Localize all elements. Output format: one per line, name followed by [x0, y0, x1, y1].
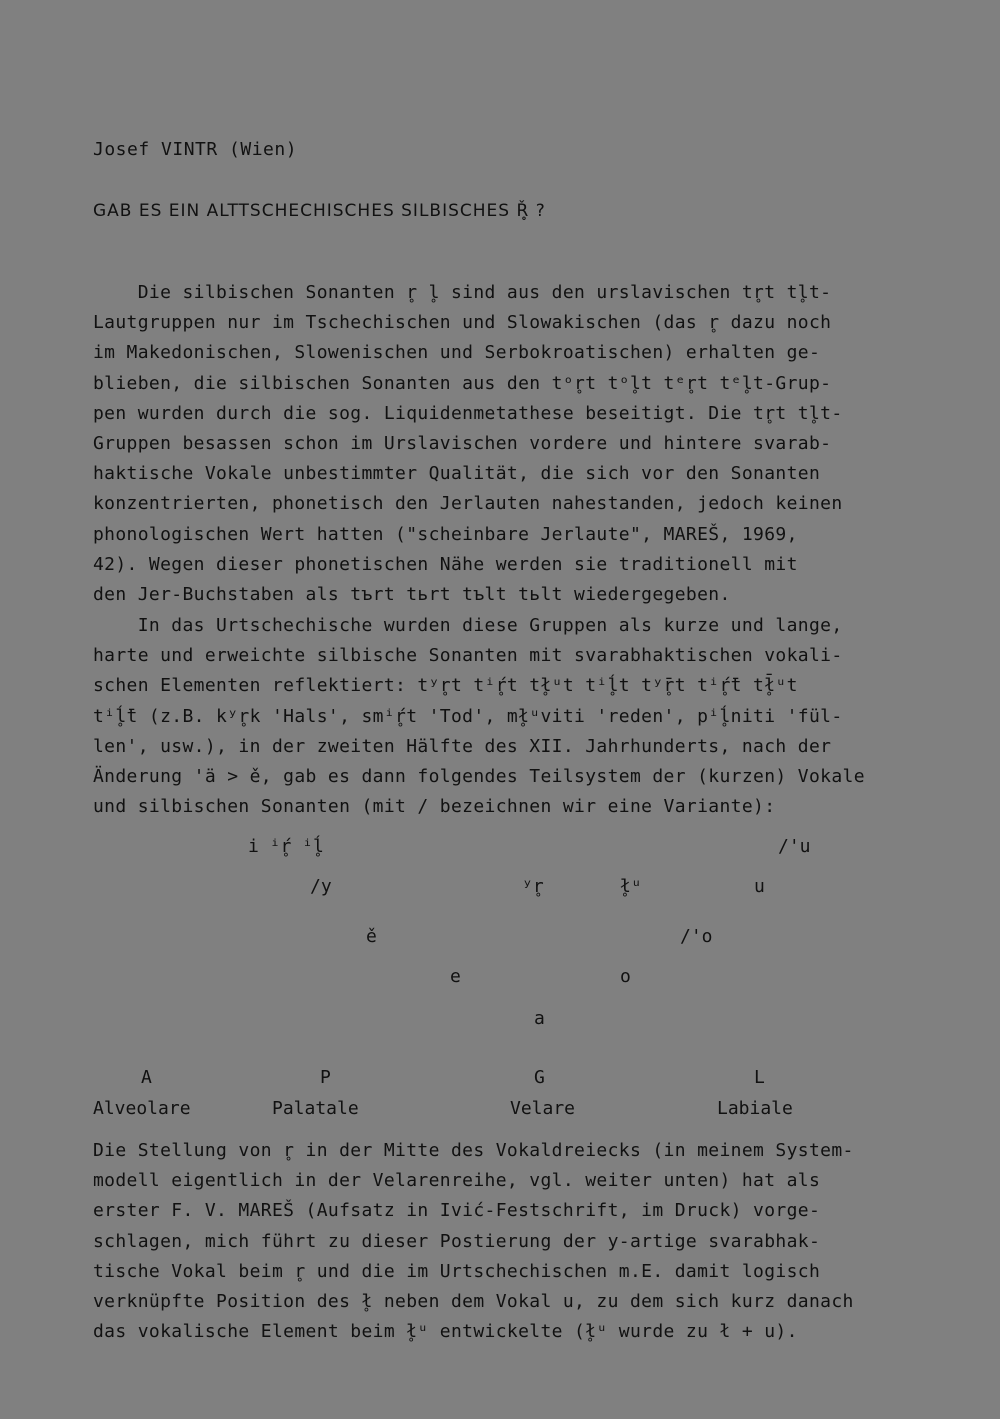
series-letter-a: A: [141, 1067, 152, 1088]
text-line: den Jer-Buchstaben als tъrt tьrt tъlt tьlt wiedergegeben.: [93, 584, 731, 606]
vowel-u-variant: /'u: [778, 836, 811, 857]
text-line: Gruppen besassen schon im Urslavischen vordere und hintere svarab-: [93, 433, 832, 455]
series-name-labiale: Labiale: [717, 1098, 793, 1119]
text-line: verknüpfte Position des ł̥ neben dem Vokal u, zu dem sich kurz danach: [93, 1291, 854, 1313]
vowel-i-group: i ⁱŕ̥ ⁱĺ̥: [248, 836, 324, 857]
series-name-alveolare: Alveolare: [93, 1098, 191, 1119]
text-line: Lautgruppen nur im Tschechischen und Slowakischen (das r̥ dazu noch: [93, 312, 832, 334]
text-line: harte und erweichte silbische Sonanten mit svarabhaktischen vokali-: [93, 645, 843, 667]
sonant-yr: ʸr̥: [522, 876, 544, 897]
text-line: Die Stellung von r̥ in der Mitte des Vokaldreiecks (in meinem System-: [93, 1140, 854, 1161]
text-line: modell eigentlich in der Velarenreihe, vgl. weiter unten) hat als: [93, 1170, 821, 1192]
vowel-e: e: [450, 966, 461, 987]
text-line: im Makedonischen, Slowenischen und Serbokroatischen) erhalten ge-: [93, 342, 821, 364]
text-line: konzentrierten, phonetisch den Jerlauten nahestanden, jedoch keinen: [93, 493, 843, 515]
text-line: Die silbischen Sonanten r̥ l̥ sind aus den urslavischen tr̥t tl̥t-: [93, 282, 832, 303]
series-name-palatale: Palatale: [272, 1098, 359, 1119]
text-line: 42). Wegen dieser phonetischen Nähe werden sie traditionell mit: [93, 553, 798, 575]
text-line: len', usw.), in der zweiten Hälfte des XII. Jahrhunderts, nach der: [93, 735, 832, 757]
text-line: tⁱĺ̥̄t (z.B. kʸr̥k 'Hals', smⁱŕ̥t 'Tod', mł̥ᵘviti 'reden', pⁱĺ̥niti 'fül-: [93, 705, 843, 727]
text-line: erster F. V. MAREŠ (Aufsatz in Ivić-Festschrift, im Druck) vorge-: [93, 1200, 821, 1222]
series-name-velare: Velare: [510, 1098, 576, 1119]
text-line: tische Vokal beim r̥ und die im Urtschechischen m.E. damit logisch: [93, 1260, 821, 1282]
vowel-u: u: [754, 876, 765, 897]
vowel-o-variant: /'o: [680, 926, 713, 947]
text-line: Änderung 'ä > ě, gab es dann folgendes Teilsystem der (kurzen) Vokale: [93, 766, 865, 788]
text-line: das vokalische Element beim ł̥ᵘ entwickelte (ł̥ᵘ wurde zu ł + u).: [93, 1321, 798, 1343]
vowel-o: o: [620, 966, 631, 987]
series-letter-p: P: [320, 1067, 331, 1088]
text-line: In das Urtschechische wurden diese Gruppen als kurze und lange,: [93, 615, 843, 636]
text-line: phonologischen Wert hatten ("scheinbare Jerlaute", MAREŠ, 1969,: [93, 523, 798, 545]
sonant-lu: ł̥ᵘ: [620, 876, 642, 897]
paragraph-1: [93, 278, 923, 610]
text-line: haktische Vokale unbestimmter Qualität, die sich vor den Sonanten: [93, 463, 821, 485]
vowel-y-variant: /y: [310, 876, 332, 897]
vowel-a: a: [534, 1008, 545, 1029]
paragraph-2: [93, 611, 923, 822]
text-line: und silbischen Sonanten (mit / bezeichnen wir eine Variante):: [93, 796, 776, 818]
article-title: GAB ES EIN ALTTSCHECHISCHES SILBISCHES Ř̥ ?: [93, 201, 546, 221]
text-line: pen wurden durch die sog. Liquidenmetathese beseitigt. Die tr̥t tl̥t-: [93, 402, 843, 424]
author-line: Josef VINTR (Wien): [93, 139, 298, 160]
series-letter-g: G: [534, 1067, 545, 1088]
text-line: schlagen, mich führt zu dieser Postierung der y-artige svarabhak-: [93, 1230, 821, 1252]
vowel-e-caron: ě: [366, 926, 377, 947]
text-line: blieben, die silbischen Sonanten aus den tᵒr̥t tᵒl̥t tᵉr̥t tᵉl̥t-Grup-: [93, 372, 832, 394]
series-letter-l: L: [754, 1067, 765, 1088]
text-line: schen Elementen reflektiert: tʸr̥t tⁱŕ̥t tł̥ᵘt tⁱĺ̥t tʸr̥̄t tⁱŕ̥̄t tł̥̄ᵘt: [93, 675, 798, 697]
paragraph-3: [93, 1136, 923, 1347]
